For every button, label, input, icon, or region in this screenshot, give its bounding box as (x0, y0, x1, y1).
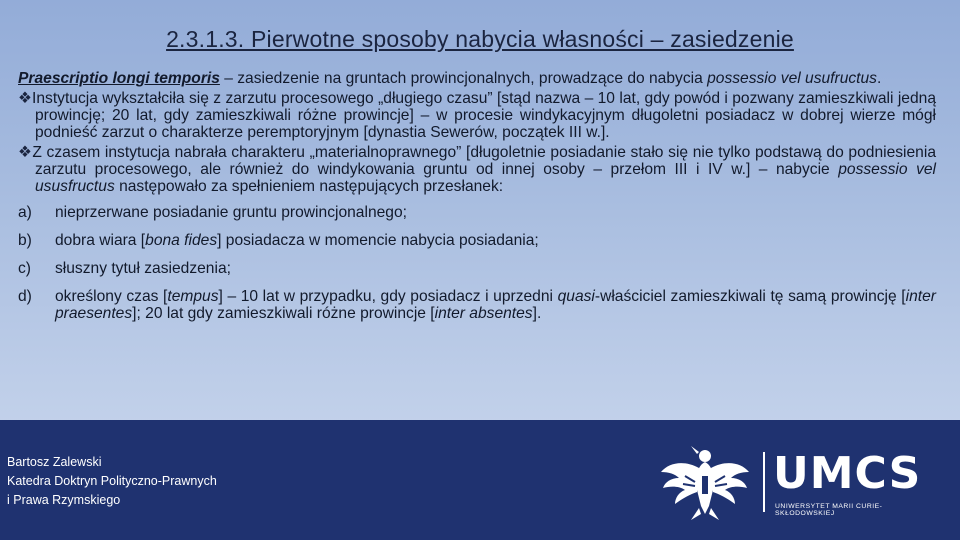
footer-bar (0, 420, 960, 540)
list-marker: b) (18, 232, 32, 249)
bullet-item (18, 90, 936, 141)
logo-separator (763, 452, 765, 512)
bullet-text: Instytucja wykształciła się z zarzutu procesowego „długiego czasu” [stąd nazwa – 10 lat, gdy powód i pozwany zamieszkiwali jedną prowincję; 20 lat, gdy zamieszkiwali różne prowincje] – w procesie windykacyjnym długoletni posiadacz w dobrej wierze mógł podnieść zarzut o charakterze peremptoryjnym [dynastia Sewerów, początek III w.]. (32, 90, 936, 141)
list-text-part: ] posiadacza w momencie nabycia posiadania; (217, 232, 539, 249)
list-item (18, 260, 936, 277)
intro-end: . (876, 70, 882, 87)
list-text-part: ]. (532, 305, 542, 322)
department-line: i Prawa Rzymskiego (7, 493, 121, 507)
list-text-italic: quasi (557, 288, 595, 305)
intro-paragraph (18, 70, 936, 87)
logo-wordmark: UMCS (773, 448, 922, 499)
list-marker: c) (18, 260, 31, 277)
list-text: słuszny tytuł zasiedzenia; (55, 260, 231, 277)
intro-italic: possessio vel usufructus (707, 70, 877, 87)
list-text-part: dobra wiara [ (55, 232, 146, 249)
umcs-logo (655, 442, 935, 522)
intro-term: Praescriptio longi temporis (18, 70, 220, 87)
list-item (18, 288, 936, 322)
eagle-emblem-icon (655, 442, 755, 522)
list-item (18, 232, 936, 249)
list-text-italic: bona fides (145, 232, 218, 249)
author-block (7, 453, 217, 510)
diamond-bullet-icon: ❖ (18, 144, 33, 161)
bullet-text: Z czasem instytucja nabrała charakteru „materialnoprawnego” [długoletnie posiadanie stało się nie tylko podstawą do podniesienia zarzutu procesowego, ale również do windykowania gruntu od innej osoby – przełom III i IV w.] – nabycie (32, 144, 936, 178)
list-marker: a) (18, 204, 32, 221)
list-item (18, 204, 936, 221)
bullet-item (18, 144, 936, 195)
author-name: Bartosz Zalewski (7, 455, 102, 469)
list-text (55, 232, 936, 249)
list-text-italic: inter absentes (434, 305, 533, 322)
slide-title: 2.3.1.3. Pierwotne sposoby nabycia własności – zasiedzenie (166, 26, 794, 52)
list-marker: d) (18, 288, 32, 305)
intro-text: – zasiedzenie na gruntach prowincjonalnych, prowadzące do nabycia (219, 70, 708, 87)
list-text: nieprzerwane posiadanie gruntu prowincjonalnego; (55, 204, 407, 221)
diamond-bullet-icon: ❖ (18, 90, 33, 107)
list-text-italic: tempus (167, 288, 219, 305)
list-text-part: ]; 20 lat gdy zamieszkiwali różne prowincje [ (132, 305, 435, 322)
bullet-text: następowało za spełnieniem następujących przesłanek: (114, 178, 504, 195)
list-text-italic: inter praesentes (55, 288, 936, 322)
list-text-part: ] – 10 lat w przypadku, gdy posiadacz i uprzedni (218, 288, 558, 305)
list-text (55, 288, 936, 322)
department-line: Katedra Doktryn Polityczno-Prawnych (7, 474, 217, 488)
bullet-italic: possessio vel ususfructus (35, 161, 936, 195)
list-text-part: określony czas [ (55, 288, 168, 305)
logo-subtitle: UNIWERSYTET MARII CURIE-SKŁODOWSKIEJ (775, 503, 883, 517)
slide-content (18, 70, 936, 333)
list-text-part: -właściciel zamieszkiwali tę samą prowincję [ (594, 288, 906, 305)
